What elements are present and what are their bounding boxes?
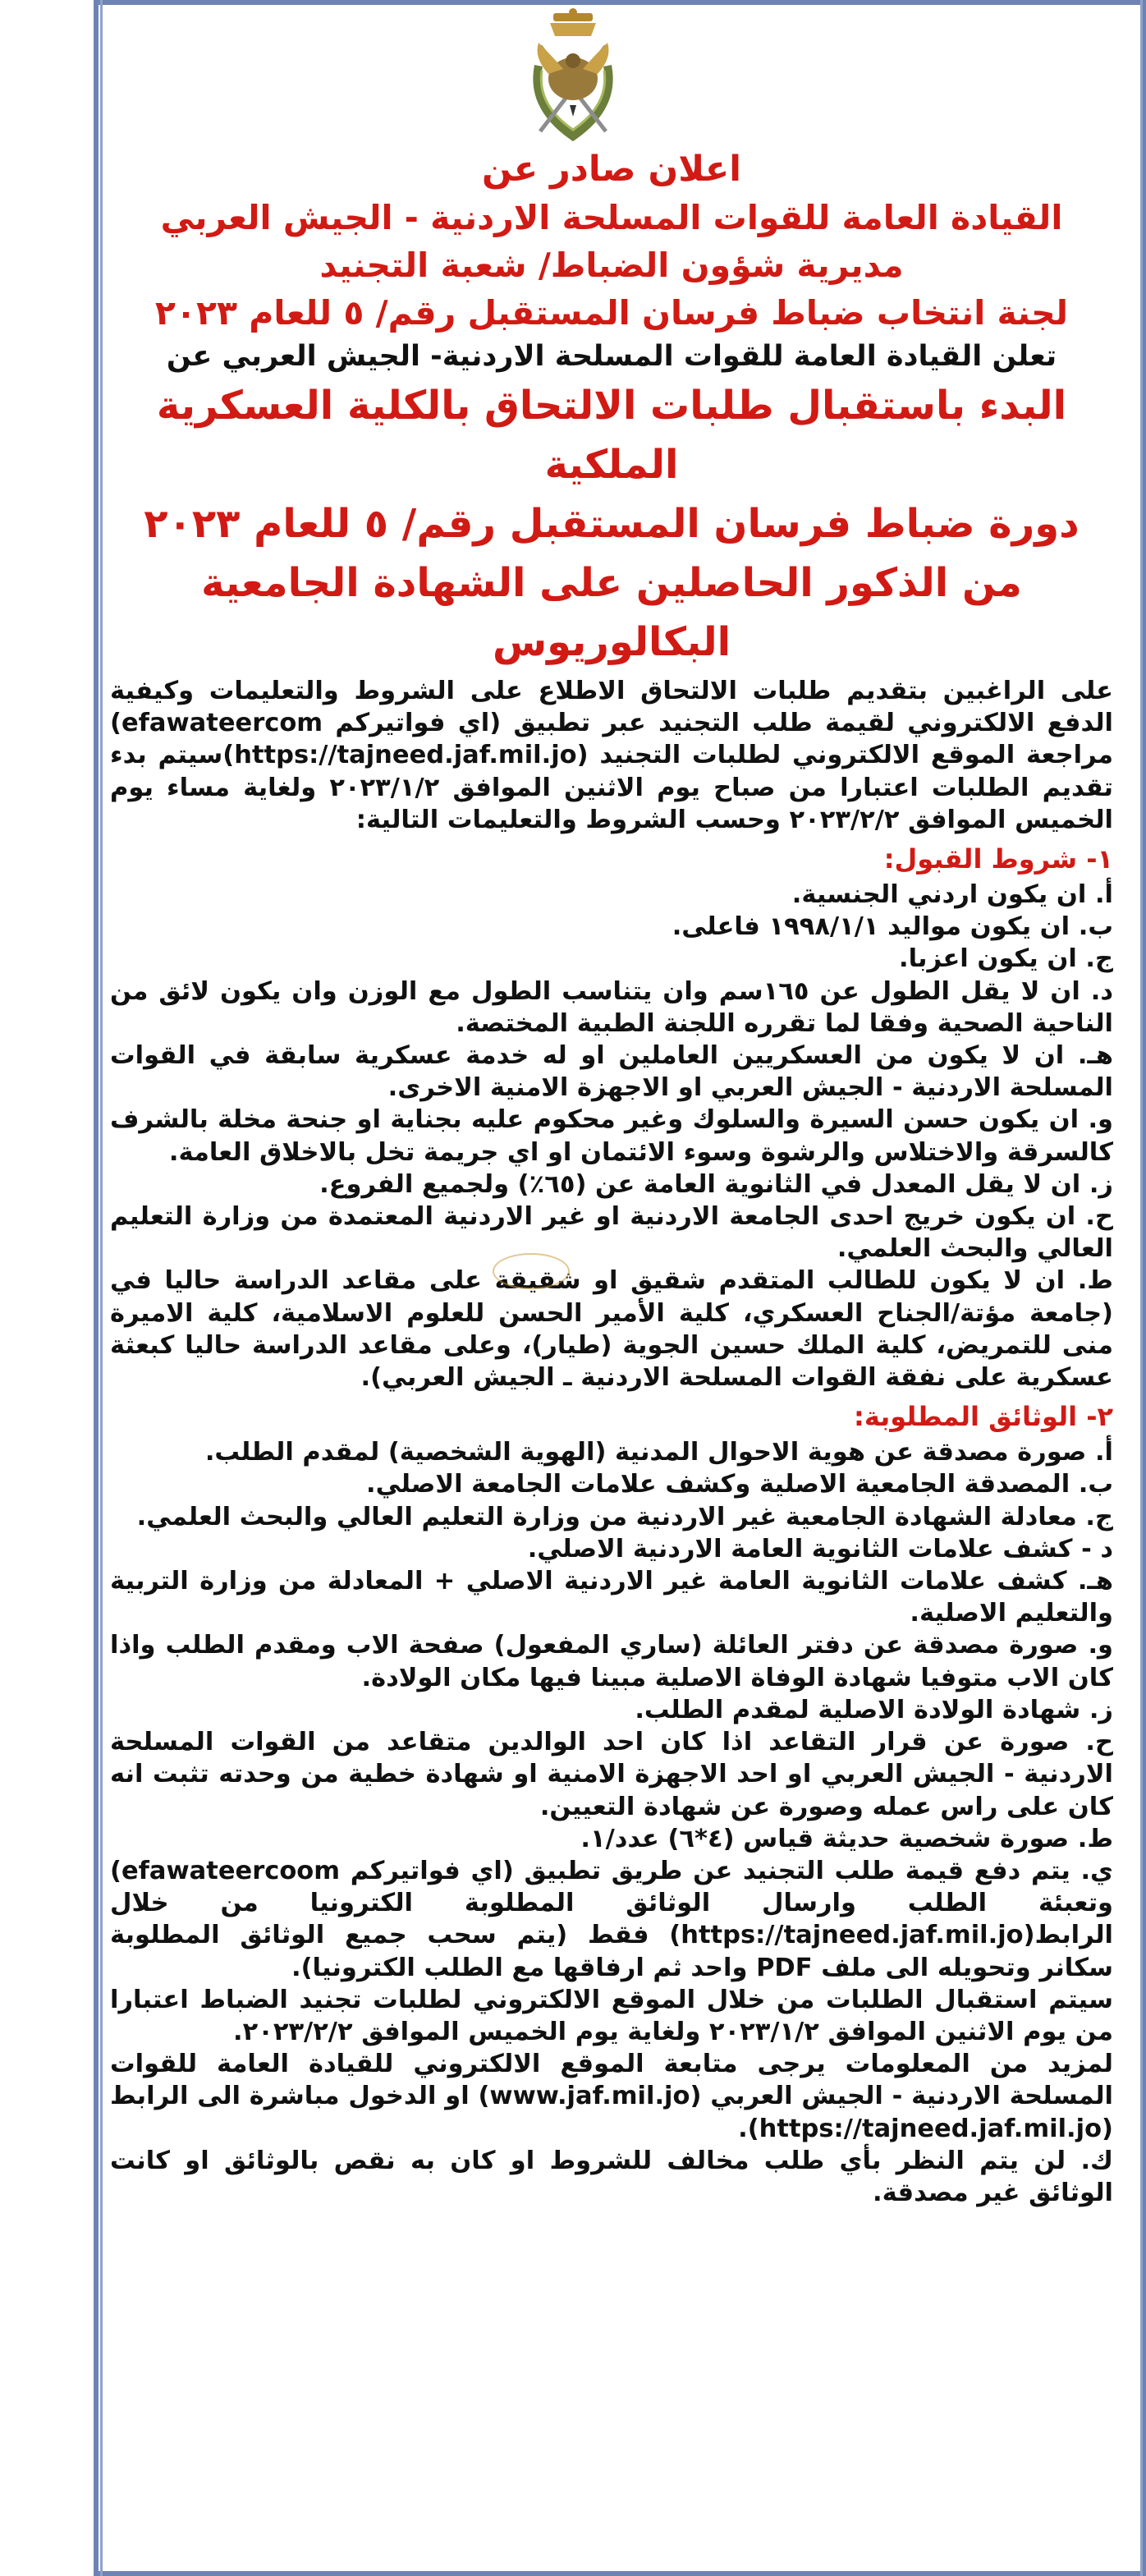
more-info-paragraph [110, 2048, 1113, 2145]
receipt-paragraph: سيتم استقبال الطلبات من خلال الموقع الالكتروني لطلبات تجنيد الضباط اعتبارا من يوم الاثنين الموافق ٢٠٢٣/١/٢ ولغاية يوم الخميس الموافق ٢٠٢٣/٢/٢. [110, 1985, 1113, 2046]
app-name: efawateercom [121, 709, 323, 738]
condition-item: و. ان يكون حسن السيرة والسلوك وغير محكوم عليه بجناية او جنحة مخلة بالشرف كالسرقة والاختلاس والرشوة وسوء الائتمان او اي جريمة تخل بالاخلاق العامة. [110, 1105, 1113, 1167]
condition-item: د. ان لا يقل الطول عن ١٦٥سم وان يتناسب الطول مع الوزن وان يكون لائق من الناحية الصحية وفقا لما تقرره اللجنة الطبية المختصة. [110, 976, 1113, 1038]
payment-app-name: efawateercoom [121, 1856, 341, 1885]
document-item: د - كشف علامات الثانوية العامة الاردنية الاصلي. [527, 1534, 1113, 1564]
announcement-title: اعلان صادر عن [482, 149, 741, 190]
headline-1: البدء باستقبال طلبات الالتحاق بالكلية العسكرية الملكية [156, 383, 1067, 488]
more-text-3: ). [738, 2114, 759, 2143]
tajneed-link-2[interactable]: https://tajneed.jaf.mil.jo [759, 2114, 1102, 2143]
document-item: و. صورة مصدقة عن دفتر العائلة (ساري المفعول) صفحة الاب ومقدم الطلب واذا كان الاب متوفيا شهادة الوفاة الاصلية مبينا فيها مكان الولادة. [110, 1631, 1113, 1692]
document-item: ج. معادلة الشهادة الجامعية غير الاردنية من وزارة التعليم العالي والبحث العلمي. [136, 1502, 1113, 1531]
opening-text-3: )سيتم بدء تقديم الطلبات اعتبارا من صباح يوم الاثنين الموافق ٢٠٢٣/١/٢ ولغاية مساء يوم الخميس الموافق ٢٠٢٣/٢/٢ وحسب الشروط والتعليمات التالية: [110, 741, 1114, 834]
jaf-site-link[interactable]: www.jaf.mil.jo [489, 2082, 690, 2111]
payment-paragraph [110, 1855, 1113, 1984]
condition-item: ب. ان يكون مواليد ١٩٩٨/١/١ فاعلى. [672, 912, 1113, 942]
section-2-heading: ٢- الوثائق المطلوبة: [854, 1401, 1113, 1433]
opening-text-2: ) مراجعة الموقع الالكتروني لطلبات التجنيد ( [110, 709, 1113, 770]
more-text-1: لمزيد من المعلومات يرجى متابعة الموقع الالكتروني للقيادة العامة للقوات المسلحة الاردنية - الجيش العربي ( [110, 2050, 1113, 2111]
section-1-heading: ١- شروط القبول: [883, 843, 1113, 875]
condition-item: ز. ان لا يقل المعدل في الثانوية العامة عن (٦٥٪) ولجميع الفروع. [319, 1169, 1113, 1199]
payment-text-1: ي. يتم دفع قيمة طلب التجنيد عن طريق تطبيق (اي فواتيركم [340, 1856, 1113, 1885]
document-item: ط. صورة شخصية حديثة قياس (٤*٦) عدد/١. [580, 1824, 1113, 1853]
payment-text-3: ) فقط (يتم سحب جميع الوثائق المطلوبة سكانر وتحويله الى ملف [110, 1921, 1113, 1982]
condition-item: أ. ان يكون اردني الجنسية. [791, 880, 1113, 910]
issuer-name: القيادة العامة للقوات المسلحة الاردنية - الجيش العربي [160, 198, 1063, 237]
payment-text-4: واحد ثم ارفاقها مع الطلب الكترونيا). [291, 1953, 757, 1982]
pdf-label: PDF [756, 1953, 813, 1982]
more-text-2: ) او الدخول مباشرة الى الرابط ( [110, 2082, 1113, 2143]
headline-2: دورة ضباط فرسان المستقبل رقم/ ٥ للعام ٢٠٢٣ [144, 501, 1080, 547]
document-item: أ. صورة مصدقة عن هوية الاحوال المدنية (الهوية الشخصية) لمقدم الطلب. [204, 1438, 1113, 1467]
payment-link[interactable]: https://tajneed.jaf.mil.jo [681, 1921, 1024, 1950]
condition-item: ج. ان يكون اعزبا. [898, 944, 1113, 974]
committee-name: لجنة انتخاب ضباط فرسان المستقبل رقم/ ٥ للعام ٢٠٢٣ [154, 293, 1069, 333]
document-item: ب. المصدقة الجامعية الاصلية وكشف علامات الجامعة الاصلي. [366, 1470, 1113, 1499]
announcement-content [110, 145, 1113, 2209]
document-item: ح. صورة عن قرار التقاعد اذا كان احد الوالدين متقاعد من القوات المسلحة الاردنية - الجيش العربي او احد الاجهزة الامنية او شهادة خطية من وحدته تثبت انه كان على راس عمله وصورة عن شهادة التعيين. [110, 1728, 1113, 1821]
document-item: ز. شهادة الولادة الاصلية لمقدم الطلب. [635, 1695, 1113, 1724]
closing-paragraph: ك. لن يتم النظر بأي طلب مخالف للشروط او كان به نقص بالوثائق او كانت الوثائق غير مصدقة. [110, 2146, 1113, 2207]
headline-3: من الذكور الحاصلين على الشهادة الجامعية البكالوريوس [201, 560, 1022, 665]
directorate-name: مديرية شؤون الضباط/ شعبة التجنيد [319, 246, 904, 285]
condition-item: ح. ان يكون خريج احدى الجامعة الاردنية او غير الاردنية المعتمدة من وزارة التعليم العالي والبحث العلمي. [110, 1202, 1113, 1264]
opening-paragraph [110, 675, 1113, 836]
opening-text-1: على الراغبين بتقديم طلبات الالتحاق الاطلاع على الشروط والتعليمات وكيفية الدفع الالكتروني لقيمة طلب التجنيد عبر تطبيق (اي فواتيركم [110, 677, 1113, 738]
condition-item: هـ. ان لا يكون من العسكريين العاملين او له خدمة عسكرية سابقة في القوات المسلحة الاردنية - الجيش العربي او الاجهزة الامنية الاخرى. [110, 1041, 1113, 1103]
intro-line: تعلن القيادة العامة للقوات المسلحة الاردنية- الجيش العربي عن [166, 340, 1057, 373]
stamp-mark-icon [493, 1253, 570, 1289]
jaf-emblem-icon [522, 8, 624, 145]
payment-text-2: ) وتعبئة الطلب وارسال الوثائق المطلوبة الكترونيا من خلال الرابط( [110, 1856, 1113, 1950]
document-item: هـ. كشف علامات الثانوية العامة غير الاردنية الاصلي + المعادلة من وزارة التربية والتعليم الاصلية. [110, 1567, 1113, 1628]
tajneed-link[interactable]: https://tajneed.jaf.mil.jo [234, 741, 577, 770]
condition-item: ط. ان لا يكون للطالب المتقدم شقيق او شقيقة على مقاعد الدراسة حاليا في (جامعة مؤتة/الجناح العسكري، كلية الأمير الحسن للعلوم الاسلامية، كلية الاميرة منى للتمريض، كلية الملك حسين الجوية (طيار)، وعلى مقاعد الدراسة حاليا كبعثة عسكرية على نفقة القوات المسلحة الاردنية ـ الجيش العربي). [110, 1266, 1113, 1393]
